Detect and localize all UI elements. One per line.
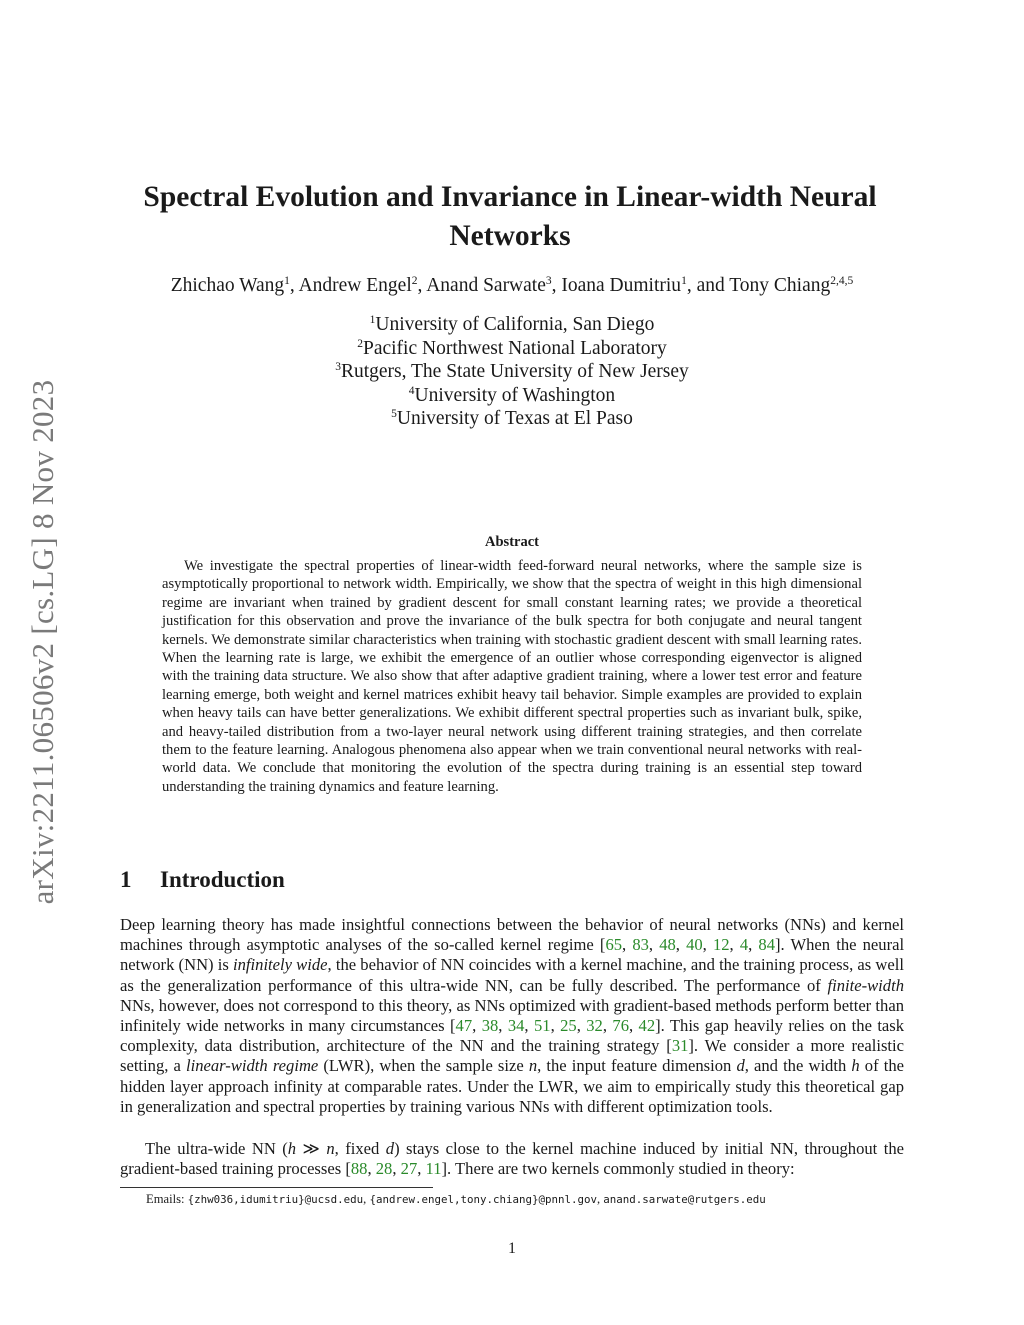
author-affiliation-mark: 1 bbox=[681, 275, 687, 287]
citation-link[interactable]: 11 bbox=[425, 1159, 442, 1179]
arxiv-identifier[interactable]: arXiv:2211.06506v2 [cs.LG] 8 Nov 2023 bbox=[25, 379, 60, 905]
author-affiliation-mark: 3 bbox=[545, 275, 552, 287]
citation-link[interactable]: 4 bbox=[739, 935, 749, 955]
author-name: Tony Chiang bbox=[729, 275, 831, 296]
emphasis-text: d bbox=[385, 1139, 395, 1158]
page-number: 1 bbox=[508, 1240, 516, 1257]
intro-paragraph-1: Deep learning theory has made insightful connections between the behavior of neural networks (NNs) and kernel machines through asymptotic analyses of the so-called kernel regime [65, 83, 48, 40, 12, 4, 84]. When the neural network (NN) is infinitely wide, the behavior of NN coincides with a kernel machine, and the training process, as well as the generalization performance of this ultra-wide NN, can be fully described. The performance of finite-width NNs, however, does not correspond to this theory, as NNs optimized with gradient-based methods perform better than infinitely wide networks in many circumstances [47, 38, 34, 51, 25, 32, 76, 42]. This gap heavily relies on the task complexity, data distribution, architecture of the NN and the training strategy [31]. We consider a more realistic setting, a linear-width regime (LWR), when the sample size n, the input feature dimension d, and the width h of the hidden layer approach infinity at comparable rates. Under the LWR, we aim to empirically study this theoretical gap in generalization and spectral properties by training various NNs with different optimization tools. bbox=[120, 915, 905, 1116]
paper-title: Spectral Evolution and Invariance in Linear-width Neural Networks bbox=[143, 181, 877, 252]
citation-link[interactable]: 27 bbox=[400, 1159, 418, 1179]
emphasis-text: finite-width bbox=[827, 975, 904, 995]
affiliation-name: Rutgers, The State University of New Jersey bbox=[340, 361, 689, 382]
citation-link[interactable]: 34 bbox=[507, 1016, 525, 1036]
email-address: {andrew.engel,tony.chiang}@pnnl.gov bbox=[369, 1193, 597, 1206]
affiliation-name: University of Washington bbox=[414, 384, 616, 406]
citation-link[interactable]: 76 bbox=[612, 1016, 629, 1036]
footnote-label: Emails: bbox=[146, 1192, 185, 1206]
abstract-text: We investigate the spectral properties of linear-width feed-forward neural networks, where the sample size is asymptotically proportional to network width. Empirically, we show that the spectra of weight in this high dimensional regime are invariant when trained by gradient descent for small constant learning rates; we provide a theoretical justification for this observation and prove the invariance of the bulk spectra for both conjugate and neural tangent kernels. We demonstrate similar characteristics when training with stochastic gradient descent with small learning rates. When the learning rate is large, we exhibit the emergence of an outlier whose corresponding eigenvector is aligned with the training data structure. We also show that after adaptive gradient training, where a lower test error and feature learning emerge, both weight and kernel matrices exhibit heavy tail behavior. Simple examples are provided to explain when heavy tails can have better generalizations. We exhibit different spectral properties such as invariant bulk, spike, and heavy-tailed distribution from a two-layer neural network using different training strategies, and then correlate them to the feature learning. Analogous phenomena also appear when we train conventional neural networks with real-world data. We conclude that monitoring the evolution of the spectra during training is an essential step toward understanding the training dynamics and feature learning. bbox=[162, 558, 862, 795]
affiliation-item bbox=[200, 407, 824, 431]
affiliation-item bbox=[200, 384, 824, 408]
emphasis-text: infinitely wide bbox=[233, 955, 328, 975]
citation-link[interactable]: 12 bbox=[712, 935, 730, 955]
citation-link[interactable]: 48 bbox=[659, 935, 676, 955]
citation-link[interactable]: 25 bbox=[560, 1016, 577, 1036]
email-list: {zhw036,idumitriu}@ucsd.edu, {andrew.engel,tony.chiang}@pnnl.gov, anand.sarwate@rutgers.edu bbox=[187, 1192, 766, 1206]
intro-paragraph-2: The ultra-wide NN (h ≫ n, fixed d) stays close to the kernel machine induced by initial NN, throughout the gradient-based training processes [88, 28, 27, 11]. There are two kernels commonly studied in theory: bbox=[120, 1139, 904, 1179]
citation-link[interactable]: 51 bbox=[533, 1016, 551, 1036]
affiliation-name: University of California, San Diego bbox=[375, 314, 655, 335]
author-affiliation-mark: 2,4,5 bbox=[830, 275, 854, 287]
citation-link[interactable]: 88 bbox=[350, 1159, 368, 1179]
author-name: Anand Sarwate bbox=[426, 275, 546, 296]
affiliation-number: 3 bbox=[335, 361, 341, 373]
affiliation-number: 2 bbox=[357, 337, 363, 350]
citation-link[interactable]: 28 bbox=[375, 1159, 393, 1179]
emphasis-text: linear-width regime bbox=[186, 1056, 319, 1076]
abstract-heading: Abstract bbox=[485, 534, 539, 550]
citation-link[interactable]: 31 bbox=[671, 1036, 689, 1056]
citation-link[interactable]: 32 bbox=[586, 1016, 603, 1036]
affiliation-item bbox=[200, 313, 824, 337]
author-list: Zhichao Wang$^1$, Andrew Engel$^2$, Anand Sarwate$^3$, Ioana Dumitriu$^1$, and Tony Chiang$^{2,4,5}$ bbox=[170, 275, 854, 296]
emphasis-text: h bbox=[287, 1139, 297, 1158]
section-heading-introduction bbox=[120, 867, 285, 893]
citation-link[interactable]: 47 bbox=[455, 1016, 473, 1036]
citation-link[interactable]: 38 bbox=[481, 1016, 499, 1036]
email-address: anand.sarwate@rutgers.edu bbox=[603, 1193, 766, 1206]
affiliation-number: 5 bbox=[391, 408, 397, 420]
author-name: Zhichao Wang bbox=[170, 275, 285, 296]
affiliation-item bbox=[200, 337, 824, 361]
section-number: 1 bbox=[120, 867, 132, 892]
emphasis-text: n bbox=[326, 1139, 335, 1158]
emphasis-text: d bbox=[736, 1056, 745, 1076]
affiliation-number: 4 bbox=[408, 384, 415, 397]
affiliation-name: University of Texas at El Paso bbox=[396, 408, 633, 429]
author-affiliation-mark: 2 bbox=[411, 275, 418, 287]
email-address: {zhw036,idumitriu}@ucsd.edu bbox=[187, 1193, 364, 1206]
author-name: Andrew Engel bbox=[298, 275, 412, 296]
citation-link[interactable]: 65 bbox=[605, 935, 623, 955]
author-name: Ioana Dumitriu bbox=[561, 275, 682, 296]
citation-link[interactable]: 42 bbox=[638, 1016, 656, 1036]
section-title: Introduction bbox=[160, 867, 285, 892]
emphasis-text: n bbox=[528, 1056, 538, 1076]
arxiv-sidebar bbox=[22, 352, 64, 932]
citation-link[interactable]: 84 bbox=[758, 935, 775, 955]
footnote-rule bbox=[120, 1187, 433, 1188]
citation-link[interactable]: 40 bbox=[686, 935, 703, 955]
citation-link[interactable]: 83 bbox=[632, 935, 649, 955]
author-affiliation-mark: 1 bbox=[284, 275, 290, 287]
affiliation-list bbox=[200, 313, 824, 431]
footnote-emails bbox=[146, 1192, 766, 1207]
affiliation-item bbox=[200, 360, 824, 384]
emphasis-text: h bbox=[851, 1056, 860, 1076]
affiliation-name: Pacific Northwest National Laboratory bbox=[362, 337, 667, 359]
affiliation-number: 1 bbox=[369, 314, 376, 326]
